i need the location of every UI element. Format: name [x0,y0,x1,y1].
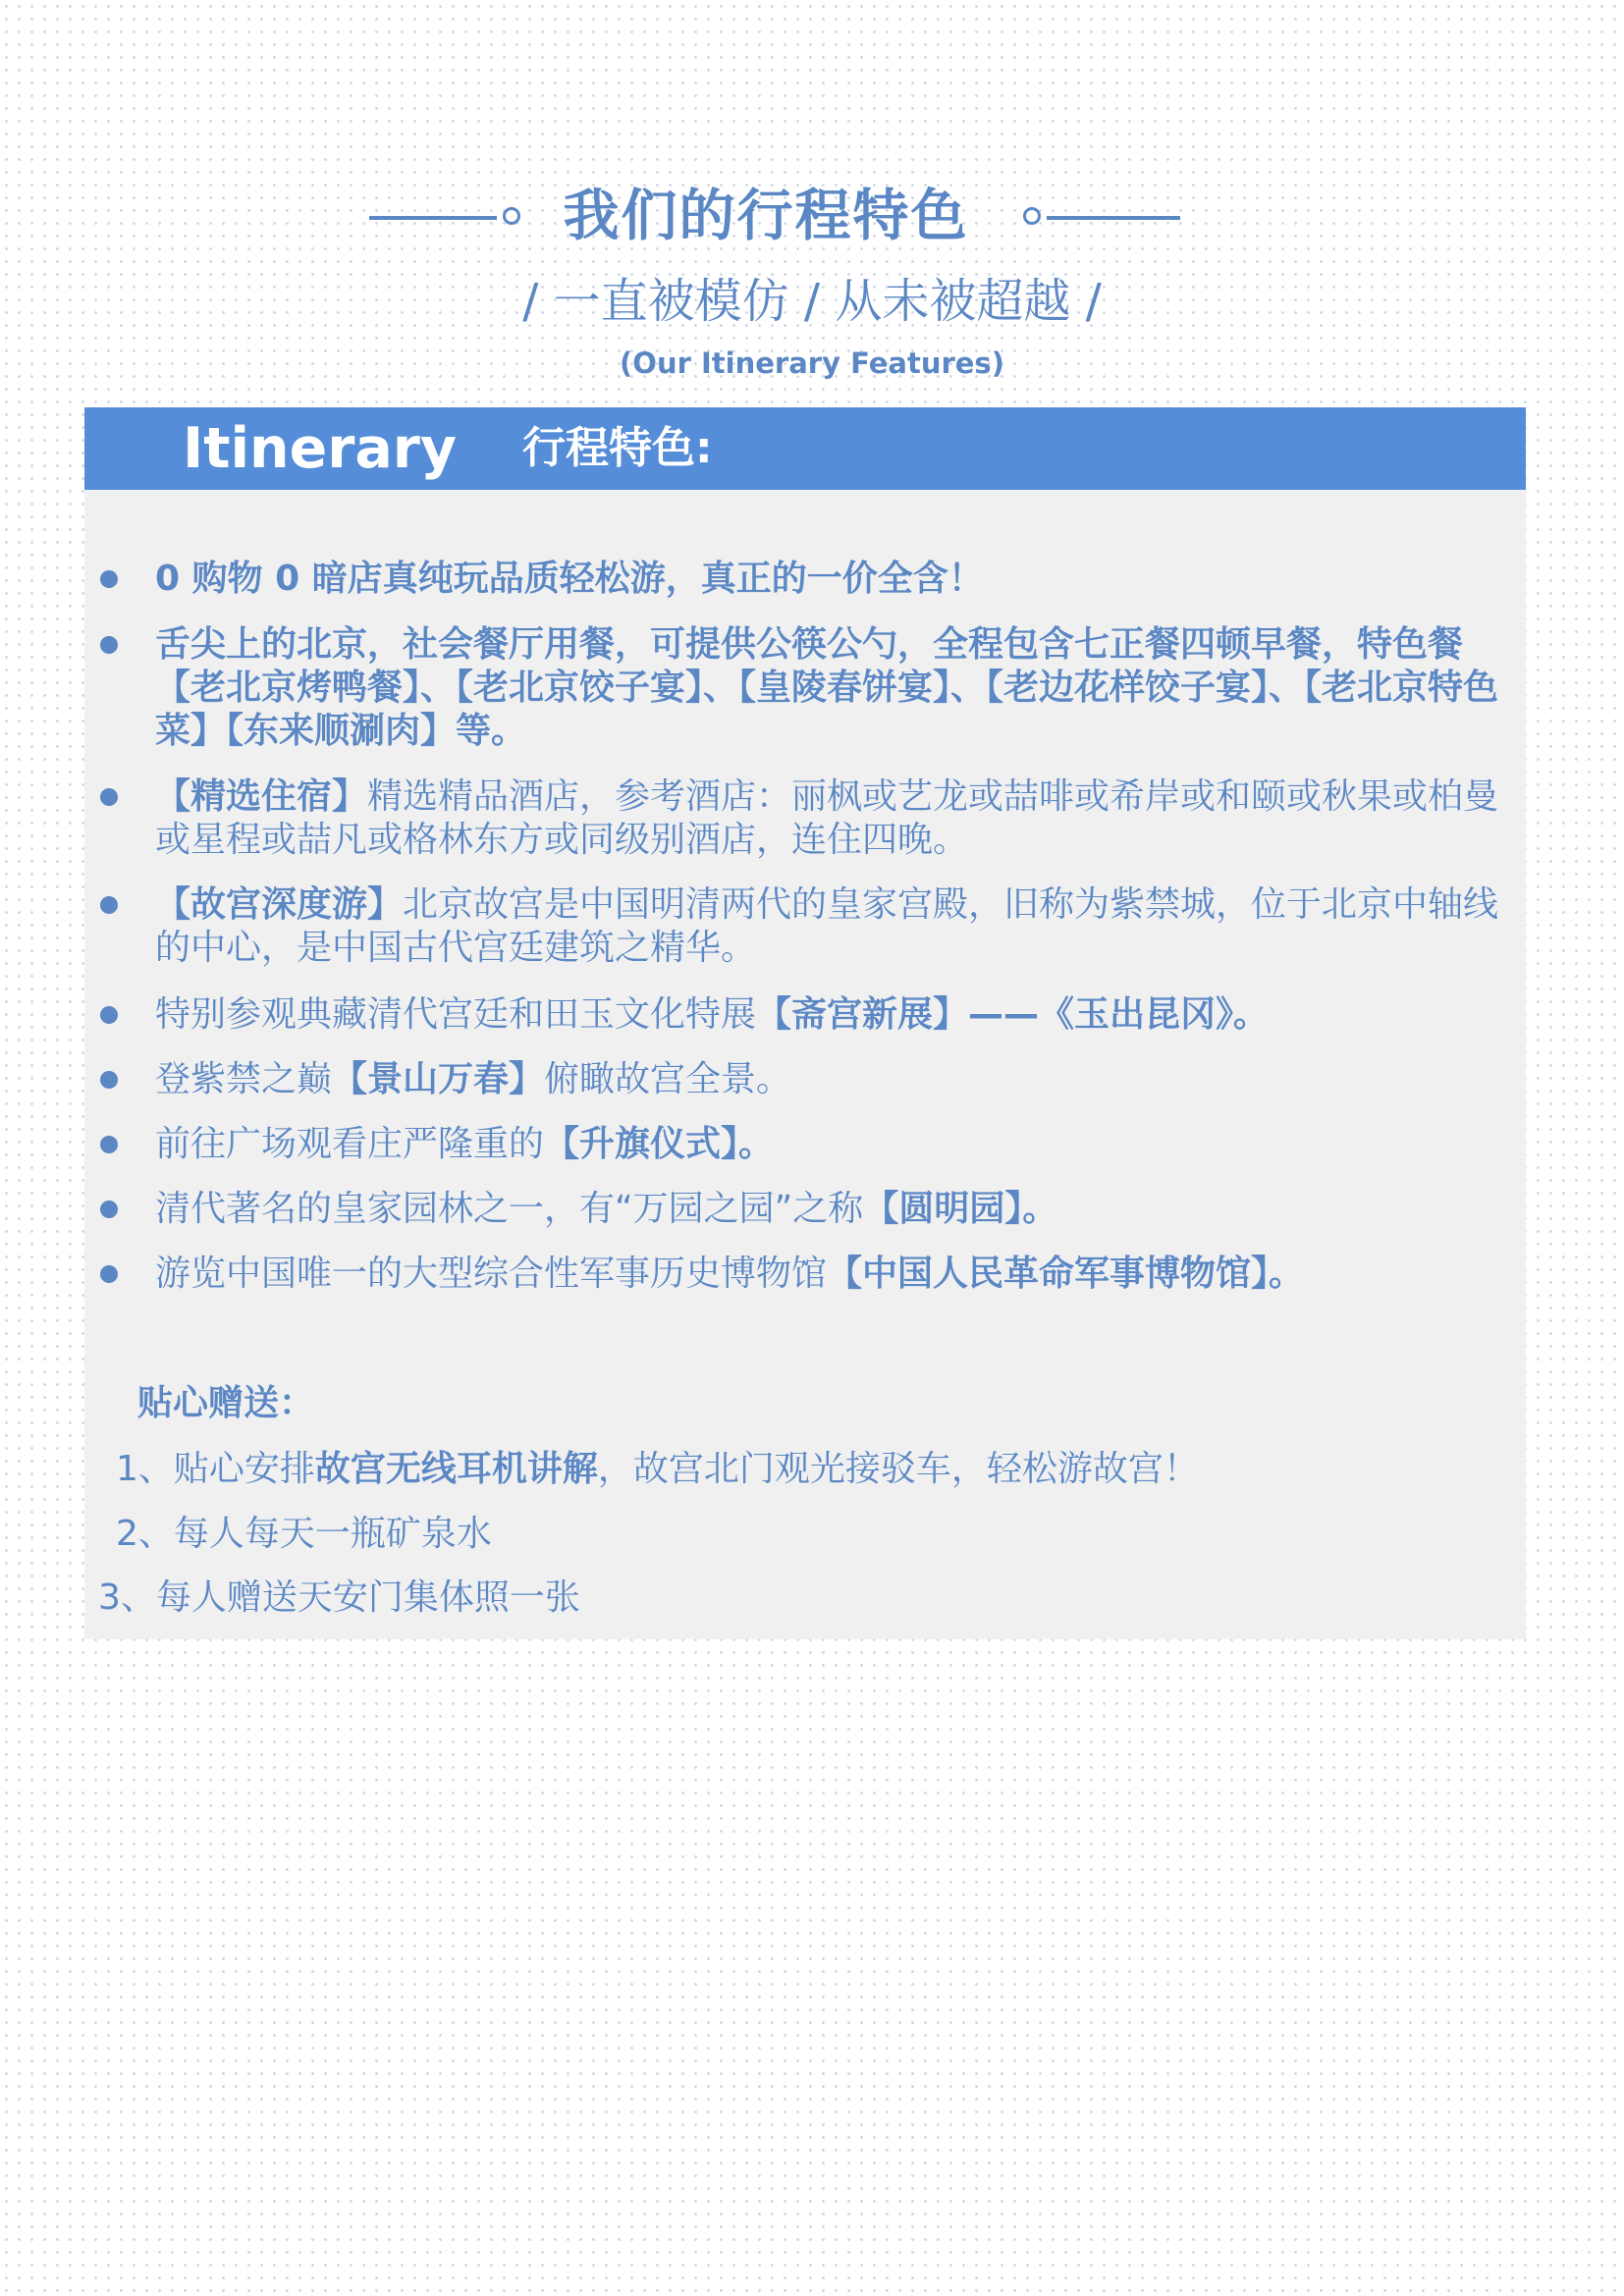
feature-highlight: 【圆明园】。 [863,1189,1058,1229]
feature-highlight: 【升旗仪式】。 [544,1124,775,1164]
feature-item [155,558,1526,601]
bullet-icon [100,1265,118,1283]
gift-item [116,1445,1199,1494]
bullet-icon [100,1071,118,1089]
bullet-icon [100,1201,118,1218]
feature-item [155,623,1526,753]
feature-text: 特别参观典藏清代宫廷和田玉文化特展 [155,994,757,1035]
feature-text: 游览中国唯一的大型综合性军事历史博物馆 [155,1254,828,1294]
card-heading-en: Itinerary [183,416,458,481]
feature-text: 精选精品酒店，参考酒店：丽枫或艺龙或喆啡或希岸或和颐或秋果或柏曼或星程或喆凡或格林东方或同级别酒店，连住四晚。 [155,776,1499,860]
feature-highlight: 【中国人民革命军事博物馆】。 [827,1254,1305,1294]
gift-text: 3、每人赠送天安门集体照一张 [98,1577,580,1618]
feature-text: 北京故宫是中国明清两代的皇家宫殿，旧称为紫禁城，位于北京中轴线的中心，是中国古代宫廷建筑之精华。 [155,884,1499,968]
feature-item [155,993,1526,1037]
card-heading-cn: 行程特色: [522,423,713,473]
gift-text-tail: ，故宫北门观光接驳车，轻松游故宫！ [597,1449,1199,1489]
title-left-line [369,216,497,220]
page-subtitle: / 一直被模仿 / 从未被超越 / [522,274,1102,329]
gift-item [98,1574,580,1623]
feature-item [155,1123,1526,1166]
gifts-title: 贴心赠送： [137,1383,315,1423]
gift-text: 2、每人每天一瓶矿泉水 [116,1514,492,1554]
bullet-icon [100,636,118,654]
feature-text: 清代著名的皇家园林之一，有“万园之园”之称 [155,1189,864,1229]
feature-item [155,1253,1526,1296]
feature-item [155,775,1526,862]
feature-text: 前往广场观看庄严隆重的 [155,1124,545,1164]
feature-highlight: 【景山万春】 [332,1059,545,1099]
feature-highlight: 舌尖上的北京，社会餐厅用餐，可提供公筷公勺，全程包含七正餐四顿早餐，特色餐【老北京烤鸭餐】、【老北京饺子宴】、【皇陵春饼宴】、【老边花样饺子宴】、【老北京特色菜】【东来顺涮肉】等。 [155,624,1499,751]
page-title: 我们的行程特色 [563,184,969,248]
bullet-icon [100,570,118,588]
gift-item [116,1510,492,1559]
feature-highlight: 【精选住宿】 [155,776,368,817]
bullet-icon [100,1006,118,1024]
page-subtitle-en: (Our Itinerary Features) [620,347,1004,380]
bullet-icon [100,896,118,914]
feature-item [155,1058,1526,1101]
bullet-icon [100,788,118,806]
feature-highlight: 【故宫深度游】 [155,884,404,925]
title-row [0,177,1624,255]
title-right-circle-icon [1023,207,1041,225]
feature-highlight: 0 购物 0 暗店真纯玩品质轻松游，真正的一价全含！ [155,559,984,599]
gift-highlight: 故宫无线耳机讲解 [314,1449,598,1489]
card-header-banner [84,407,1526,490]
gift-text: 1、贴心安排 [116,1449,315,1489]
feature-text: 登紫禁之巅 [155,1059,333,1099]
feature-text-tail: 俯瞰故宫全景。 [544,1059,792,1099]
feature-highlight: 【斋宫新展】——《玉出昆冈》。 [756,994,1270,1035]
title-right-line [1047,216,1180,220]
feature-item [155,883,1526,970]
feature-item [155,1188,1526,1231]
bullet-icon [100,1136,118,1153]
